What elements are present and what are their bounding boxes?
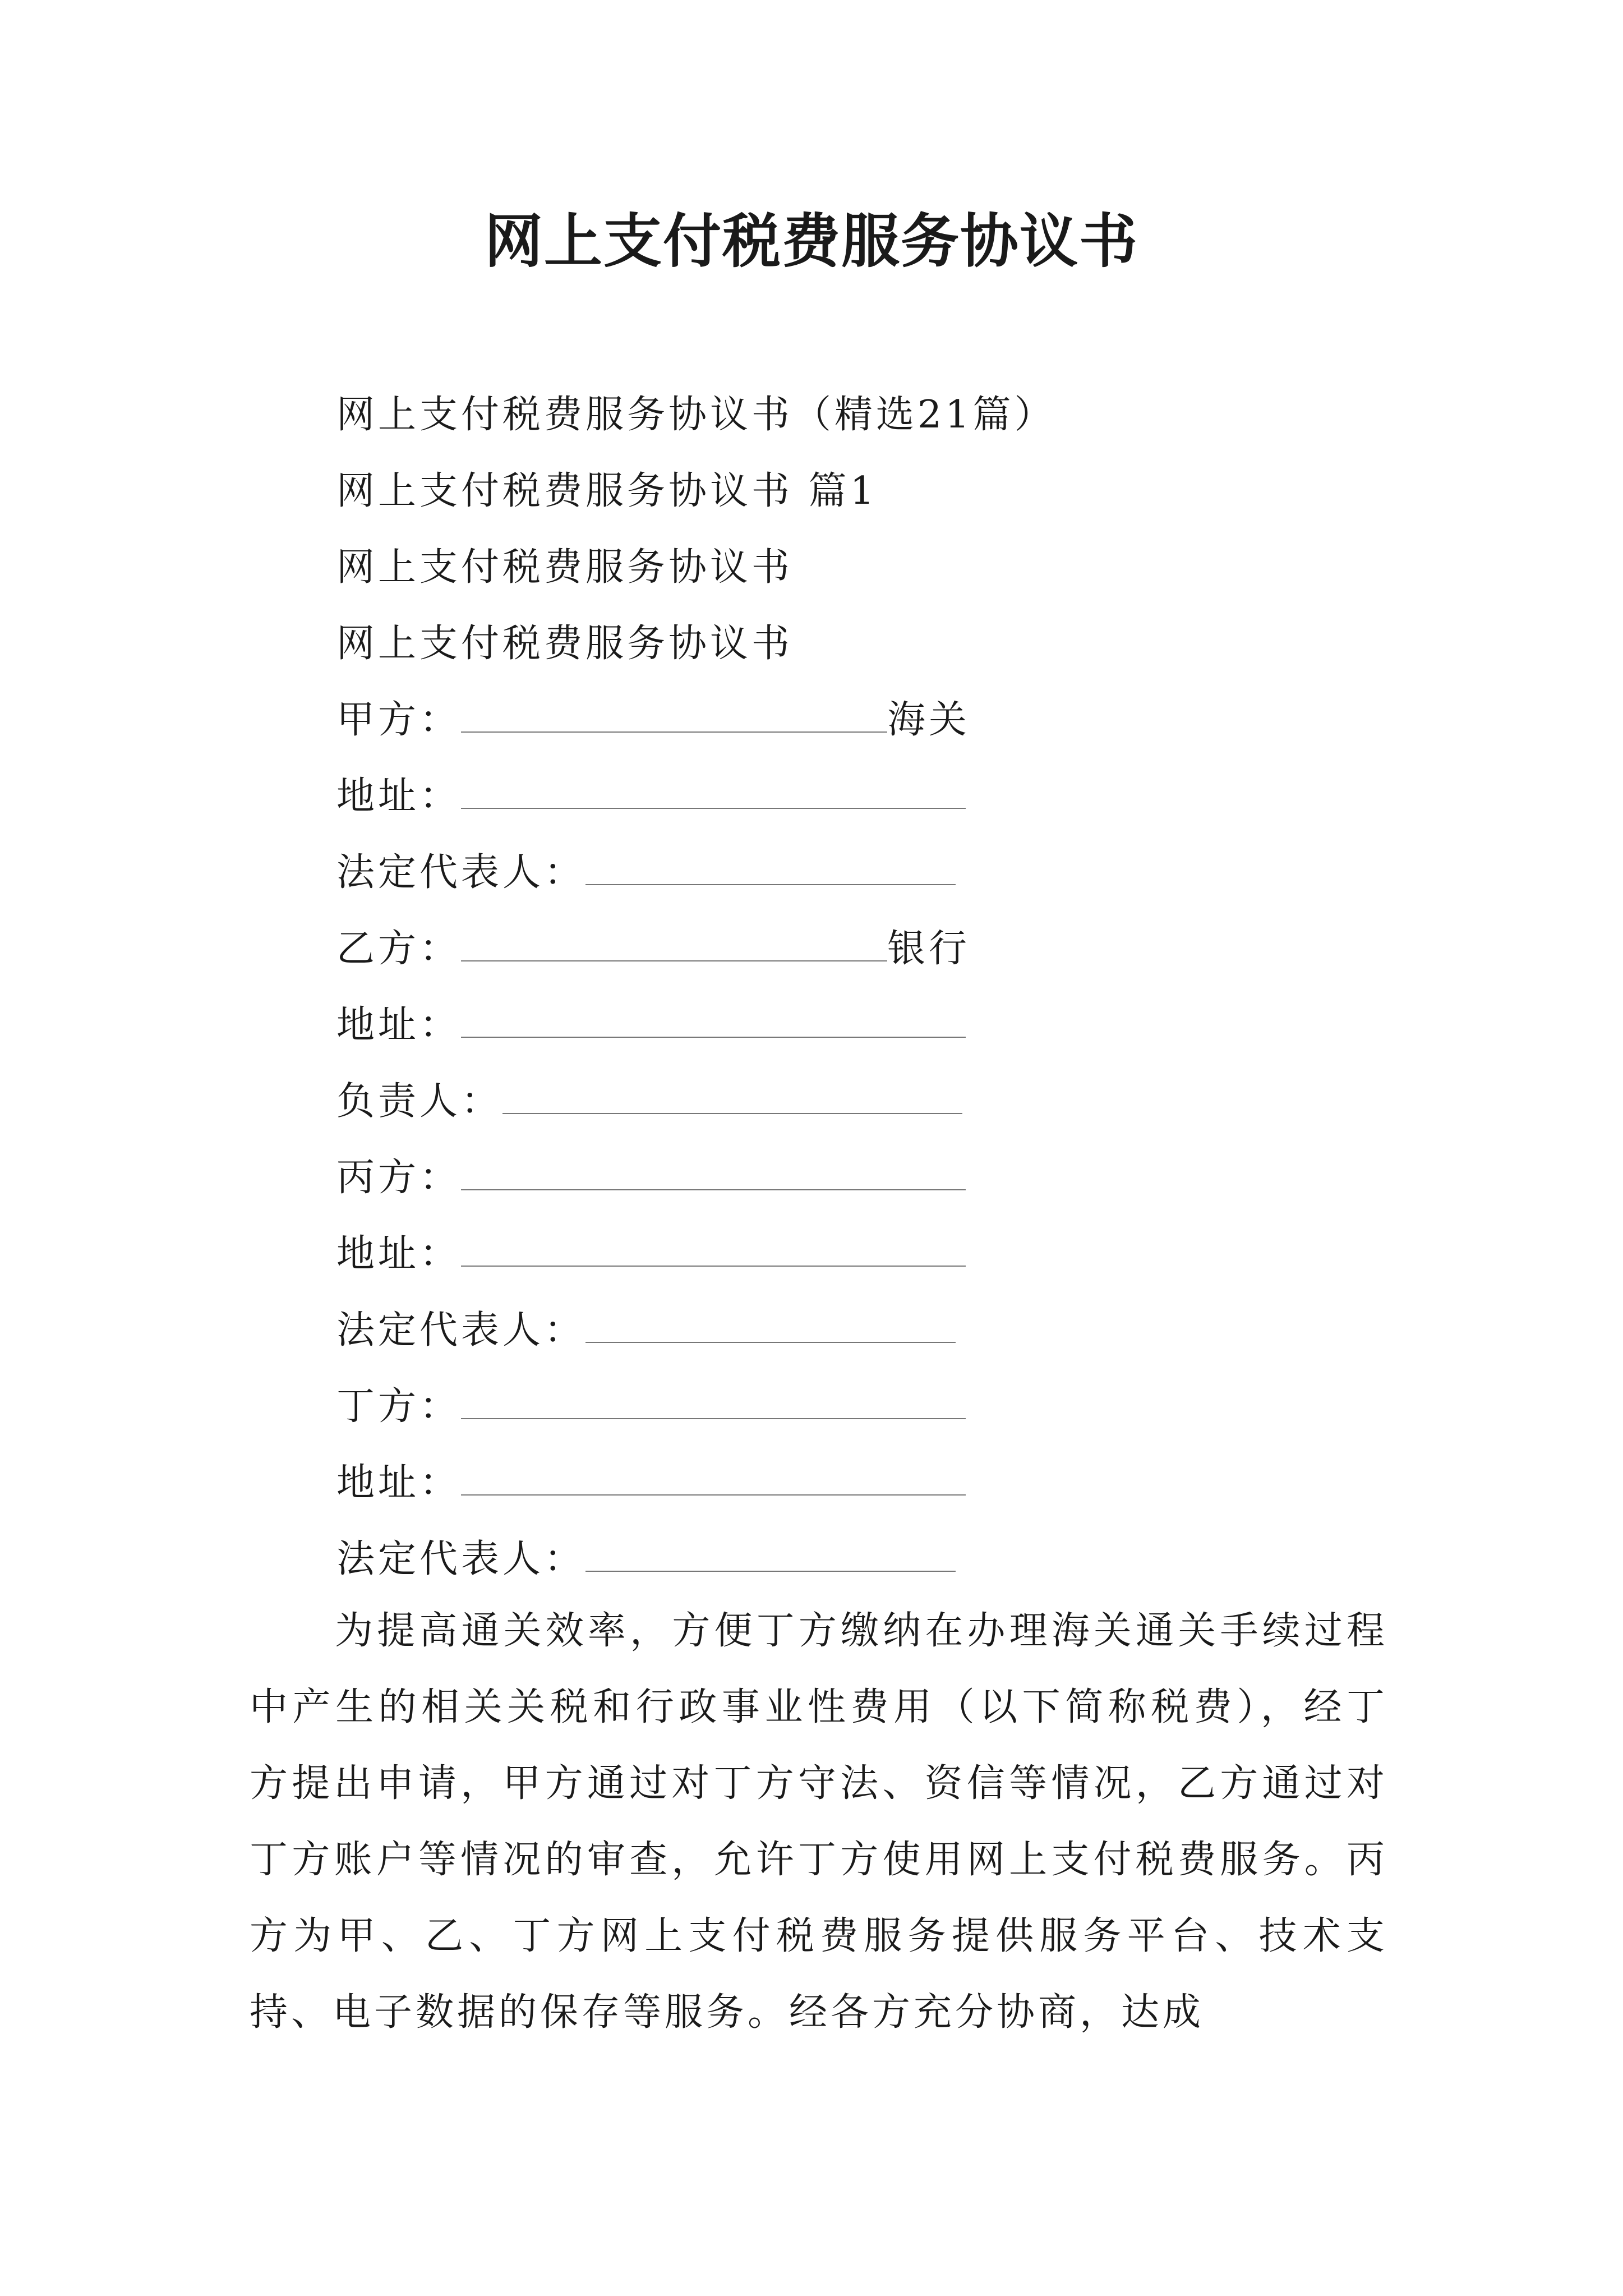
field-label: 法定代表人： [336, 850, 586, 895]
field-label: 法定代表人： [336, 1537, 586, 1581]
field-address [336, 769, 966, 825]
field-legal-rep [336, 845, 956, 901]
fill-blank[interactable] [461, 997, 966, 1038]
fill-blank[interactable] [461, 1379, 966, 1419]
field-suffix: 海关 [887, 698, 971, 742]
field-label: 丙方： [336, 1156, 462, 1200]
fill-blank[interactable] [461, 1150, 966, 1190]
field-label: 负责人： [336, 1079, 503, 1124]
fill-blank[interactable] [461, 921, 887, 961]
field-label: 地址： [336, 1003, 462, 1047]
field-address [336, 997, 966, 1053]
field-label: 地址： [336, 1461, 462, 1505]
field-label: 法定代表人： [336, 1308, 586, 1352]
fill-blank[interactable] [585, 1531, 956, 1572]
field-label: 甲方： [336, 698, 462, 742]
intro-line: 网上支付税费服务协议书 [336, 545, 794, 590]
fill-blank[interactable] [461, 769, 966, 809]
field-legal-rep [336, 1531, 956, 1588]
fill-blank[interactable] [461, 692, 887, 733]
intro-line: 网上支付税费服务协议书 篇1 [336, 469, 878, 513]
field-label: 地址： [336, 1232, 462, 1276]
field-address [336, 1455, 966, 1511]
field-party-d [336, 1379, 966, 1435]
intro-line: 网上支付税费服务协议书（精选21篇） [336, 393, 1056, 437]
field-label: 乙方： [336, 927, 462, 971]
field-party-a [336, 692, 970, 748]
fill-blank[interactable] [585, 1303, 956, 1343]
field-label: 地址： [336, 774, 462, 818]
fill-blank[interactable] [585, 845, 956, 885]
body-paragraph: 为提高通关效率，方便丁方缴纳在办理海关通关手续过程中产生的相关关税和行政事业性费用（以下简称税费），经丁方提出申请，甲方通过对丁方守法、资信等情况，乙方通过对丁方账户等情况的审查，允许丁方使用网上支付税费服务。丙方为甲、乙、丁方网上支付税费服务提供服务平台、技术支持、电子数据的保存等服务。经各方充分协商，达成 [250, 1609, 1388, 2035]
document-title: 网上支付税费服务协议书 [484, 206, 1138, 275]
fill-blank[interactable] [461, 1455, 966, 1496]
field-suffix: 银行 [887, 927, 971, 971]
field-label: 丁方： [336, 1384, 462, 1429]
field-address [336, 1226, 966, 1282]
fill-blank[interactable] [502, 1074, 962, 1114]
field-responsible-person [336, 1074, 962, 1130]
intro-line: 网上支付税费服务协议书 [336, 622, 794, 666]
field-party-c [336, 1150, 966, 1206]
field-party-b [336, 921, 970, 977]
field-legal-rep [336, 1303, 956, 1359]
fill-blank[interactable] [461, 1226, 966, 1267]
